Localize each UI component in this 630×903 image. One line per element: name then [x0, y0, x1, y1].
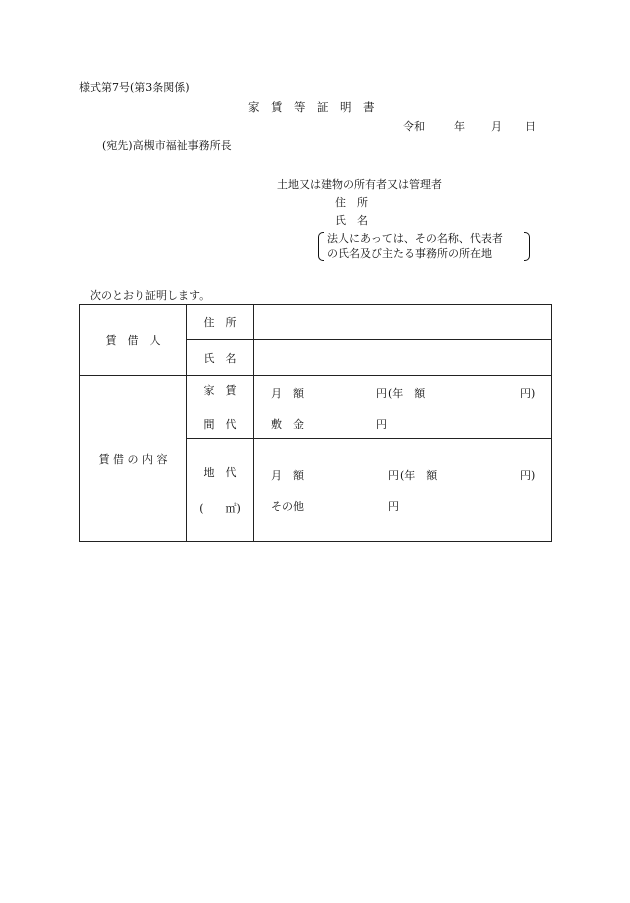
- document-title: 家 賃 等 証 明 書: [248, 100, 375, 114]
- date-month-unit: 月: [491, 120, 502, 133]
- land-values-cell: [254, 439, 552, 542]
- rent-label-cell: [187, 376, 254, 439]
- tenant-address-label-cell: [187, 305, 254, 340]
- rent-label: 家 賃: [203, 384, 237, 397]
- deposit-yen: 円: [376, 418, 387, 431]
- corporate-note-line2: の氏名及び主たる事務所の所在地: [327, 247, 492, 260]
- area-open-paren: (: [199, 502, 204, 515]
- other-label: その他: [271, 500, 304, 513]
- certifier-address-label: 住 所: [335, 196, 368, 209]
- rent-annual-label: (年 額: [388, 387, 426, 400]
- rent-annual-yen: 円): [520, 387, 536, 400]
- addressee: (宛先)高槻市福祉事務所長: [102, 139, 232, 152]
- certificate-table: [79, 304, 552, 542]
- land-annual-yen: 円): [520, 469, 536, 482]
- tenant-label-cell: [80, 305, 187, 376]
- rent-monthly-label: 月 額: [271, 387, 304, 400]
- area-unit: ㎡): [225, 502, 241, 515]
- land-annual-label: (年 額: [400, 469, 438, 482]
- tenant-name-value: [254, 340, 552, 376]
- deposit-label: 敷 金: [271, 418, 304, 431]
- rent-values-cell: [254, 376, 552, 439]
- land-monthly-label: 月 額: [271, 469, 304, 482]
- contents-label: 賃 借 の 内 容: [98, 452, 168, 466]
- land-rent-label: 地 代: [203, 466, 237, 479]
- tenant-name-label: 氏 名: [203, 351, 237, 365]
- tenant-label: 賃 借 人: [105, 334, 161, 347]
- certifier-name-label: 氏 名: [335, 214, 368, 227]
- contents-label-cell: [80, 376, 187, 542]
- tenant-address-value: [254, 305, 552, 340]
- date-era: 令和: [403, 120, 425, 133]
- corporate-note: [318, 231, 524, 262]
- other-yen: 円: [388, 500, 399, 513]
- date-year-unit: 年: [454, 120, 465, 133]
- area-label: [199, 500, 241, 516]
- room-rent-label: 間 代: [203, 418, 237, 431]
- rent-monthly-yen: 円: [376, 387, 387, 400]
- tenant-name-label-cell: [187, 340, 254, 376]
- corporate-note-line1: 法人にあっては、その名称、代表者: [327, 232, 503, 245]
- date-day-unit: 日: [525, 120, 536, 133]
- intro-text: 次のとおり証明します。: [90, 289, 211, 302]
- land-rent-label-cell: [187, 439, 254, 542]
- land-monthly-yen: 円: [388, 469, 399, 482]
- certifier-heading: 土地又は建物の所有者又は管理者: [277, 178, 442, 191]
- form-number: 様式第7号(第3条関係): [79, 81, 190, 94]
- tenant-address-label: 住 所: [203, 316, 237, 329]
